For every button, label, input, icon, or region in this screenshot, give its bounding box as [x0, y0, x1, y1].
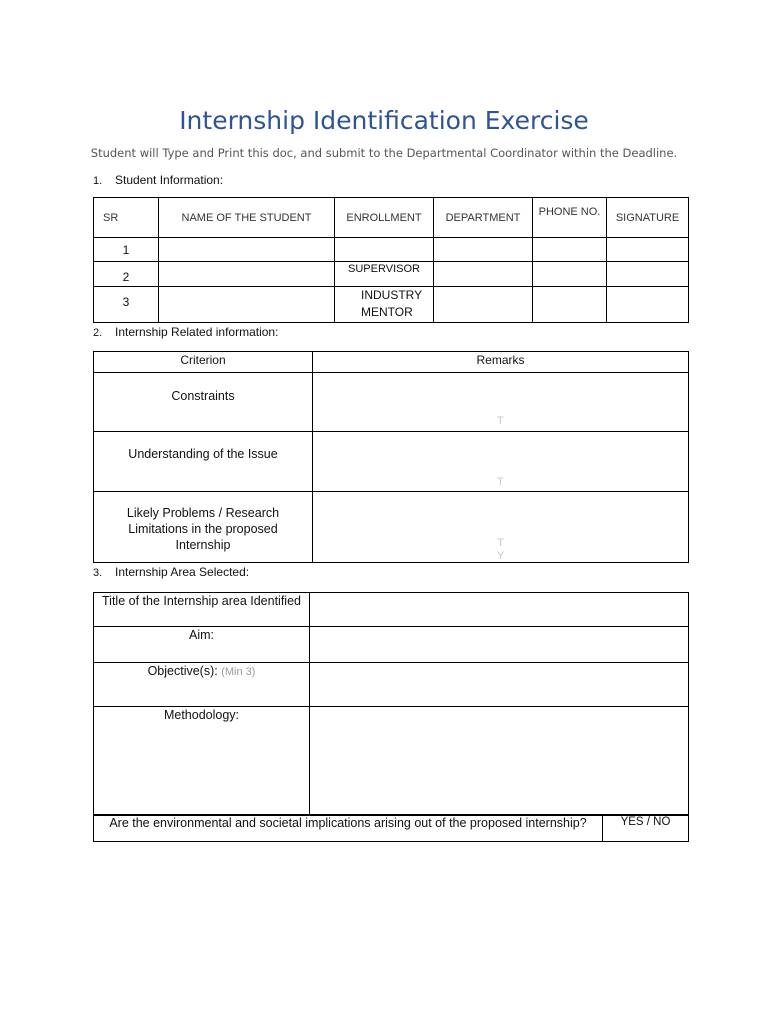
criterion-label: Understanding of the Issue	[94, 432, 313, 492]
signature-cell[interactable]	[607, 287, 689, 323]
internship-information-table	[93, 351, 689, 563]
implications-question: Are the environmental and societal implications arising out of the proposed internship?	[94, 815, 603, 842]
student-name-cell[interactable]	[159, 238, 335, 262]
remarks-placeholder: T	[497, 415, 504, 427]
section-3-label: Internship Area Selected:	[115, 565, 250, 579]
internship-title-field[interactable]	[310, 593, 689, 627]
table-row	[94, 238, 689, 262]
section-2-heading	[93, 325, 278, 339]
table-row	[94, 707, 689, 816]
table-row	[94, 492, 689, 563]
section-1-number: 1.	[93, 175, 103, 187]
table-row	[94, 627, 689, 663]
department-cell[interactable]	[434, 238, 533, 262]
header-remarks: Remarks	[313, 352, 689, 373]
row-sr: 1	[94, 238, 159, 262]
implications-table	[93, 814, 689, 842]
section-3-number: 3.	[93, 567, 103, 579]
industry-mentor-cell[interactable]: INDUSTRY MENTOR	[335, 287, 434, 323]
table-row	[94, 262, 689, 287]
table-row	[94, 373, 689, 432]
header-signature: SIGNATURE	[607, 198, 689, 238]
student-name-cell[interactable]	[159, 262, 335, 287]
section-1-heading	[93, 173, 223, 187]
student-information-table	[93, 197, 689, 323]
section-3-heading	[93, 565, 249, 579]
table-row	[94, 663, 689, 707]
aim-label: Aim:	[94, 627, 310, 663]
student-name-cell[interactable]	[159, 287, 335, 323]
section-2-label: Internship Related information:	[115, 325, 279, 339]
header-name: NAME OF THE STUDENT	[159, 198, 335, 238]
department-cell[interactable]	[434, 262, 533, 287]
phone-cell[interactable]	[533, 287, 607, 323]
remarks-cell[interactable]	[313, 492, 689, 563]
header-department: DEPARTMENT	[434, 198, 533, 238]
phone-cell[interactable]	[533, 238, 607, 262]
signature-cell[interactable]	[607, 262, 689, 287]
row-sr: 2	[94, 262, 159, 287]
table-row	[94, 432, 689, 492]
page-title: Internship Identification Exercise	[179, 106, 589, 135]
table-row	[94, 287, 689, 323]
signature-cell[interactable]	[607, 238, 689, 262]
section-1-label: Student Information:	[115, 173, 224, 187]
objectives-label: Objective(s):	[147, 664, 218, 678]
aim-field[interactable]	[310, 627, 689, 663]
section-2-number: 2.	[93, 327, 103, 339]
row-sr: 3	[94, 287, 159, 323]
objectives-label-cell	[94, 663, 310, 707]
supervisor-cell[interactable]: SUPERVISOR	[335, 262, 434, 287]
table-header-row	[94, 352, 689, 373]
remarks-placeholder: T Y	[497, 537, 505, 562]
header-criterion: Criterion	[94, 352, 313, 373]
enrollment-cell[interactable]	[335, 238, 434, 262]
yes-no-answer[interactable]: YES / NO	[603, 815, 689, 842]
header-enrollment: ENROLLMENT	[335, 198, 434, 238]
internship-title-label: Title of the Internship area Identified	[94, 593, 310, 627]
methodology-label: Methodology:	[94, 707, 310, 816]
remarks-placeholder: T	[497, 476, 504, 488]
phone-cell[interactable]	[533, 262, 607, 287]
remarks-cell[interactable]	[313, 432, 689, 492]
objectives-hint: (Min 3)	[221, 666, 256, 678]
page-subtitle: Student will Type and Print this doc, and submit to the Departmental Coordinator within the Deadline.	[90, 146, 678, 160]
methodology-field[interactable]	[310, 707, 689, 816]
header-phone: PHONE NO.	[533, 198, 607, 238]
remarks-cell[interactable]	[313, 373, 689, 432]
internship-area-table	[93, 592, 689, 816]
header-sr: SR	[94, 198, 159, 238]
department-cell[interactable]	[434, 287, 533, 323]
criterion-label: Constraints	[94, 373, 313, 432]
criterion-label: Likely Problems / Research Limitations in the proposed Internship	[94, 492, 313, 563]
table-row	[94, 593, 689, 627]
objectives-field[interactable]	[310, 663, 689, 707]
table-row	[94, 815, 689, 842]
table-header-row	[94, 198, 689, 238]
